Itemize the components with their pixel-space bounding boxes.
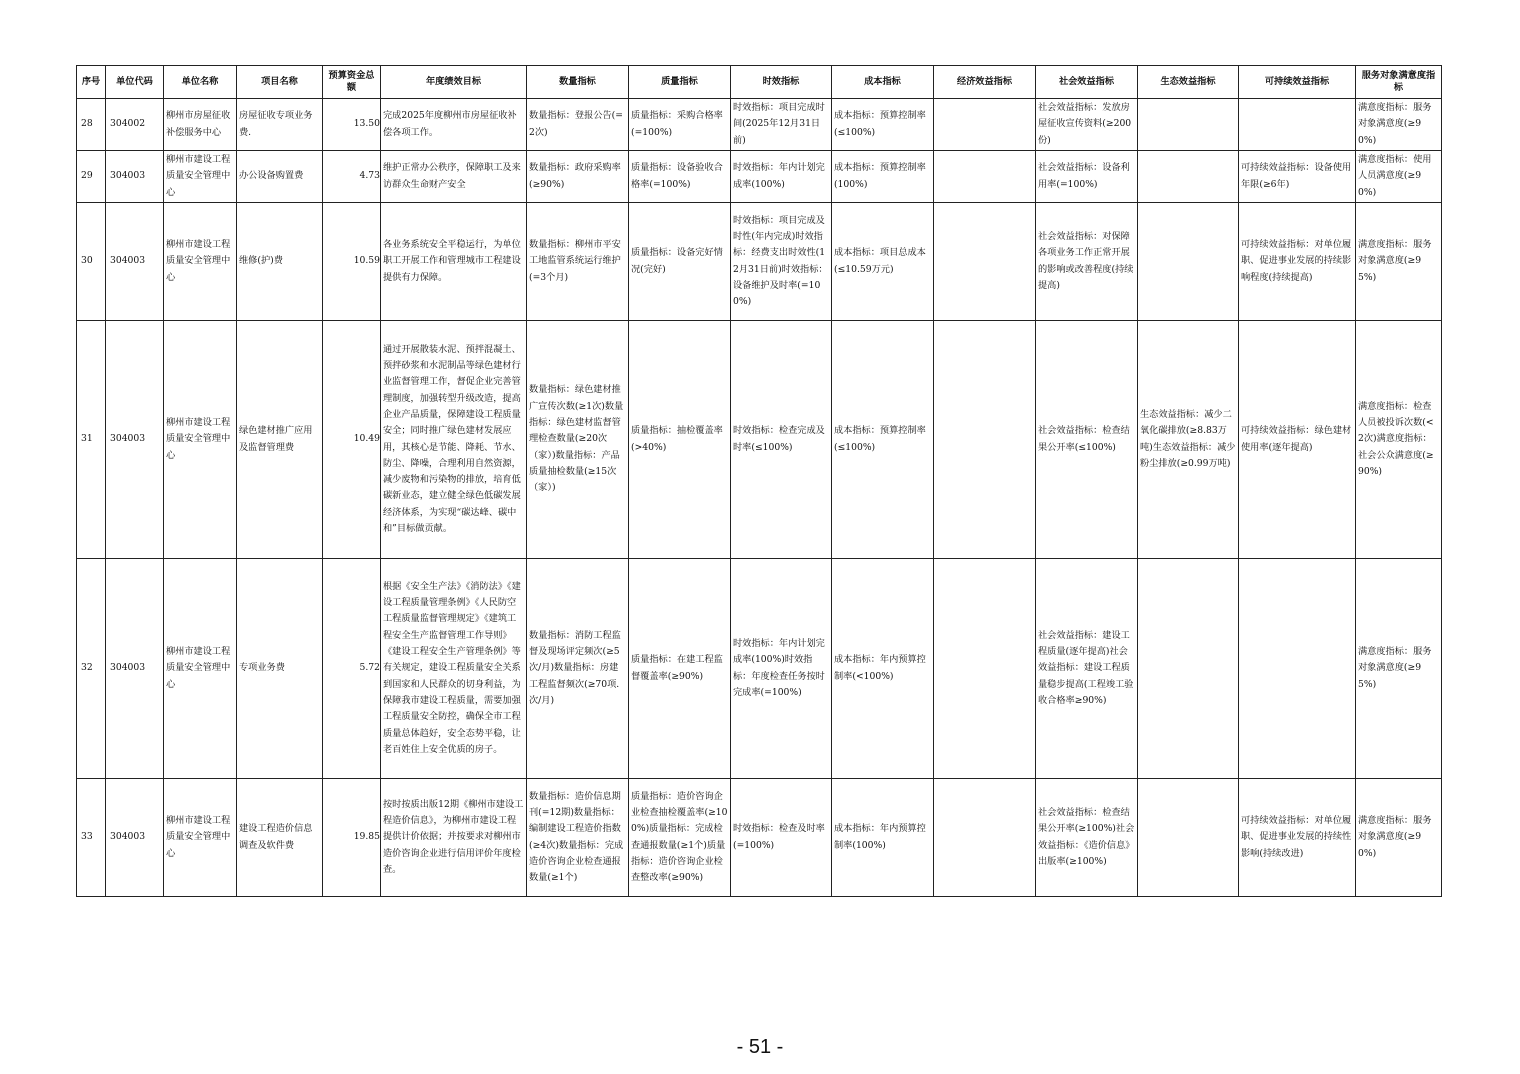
cell-goal: 通过开展散装水泥、预拌混凝土、预拌砂浆和水泥制品等绿色建材行业监督管理工作，督促企业完善管理制度，加强转型升级改造，提高企业产品质量，保障建设工程质量安全；同时推广绿色建材发展应用，其核心是节能、降耗、节水、防尘、降噪，合理利用自然资源，减少废物和污染物的排放，培育低碳新业态，建立健全绿色低碳发展经济体系，为实现“碳达峰、碳中和”目标做贡献。 [381,321,527,559]
cell-quantity: 数量指标：消防工程监督及现场评定频次(≥5次/月)数量指标：房建工程监督频次(≥70项.次/月) [527,559,629,779]
cell-unit: 柳州市建设工程质量安全管理中心 [164,203,237,321]
cell-timeliness: 时效指标：检查完成及时率(≤100%) [731,321,832,559]
cell-seq: 31 [77,321,106,559]
cell-sustainable: 可持续效益指标：设备使用年限(≥6年) [1239,151,1356,203]
cell-goal: 按时按质出版12期《柳州市建设工程造价信息》，为柳州市建设工程提供计价依据；并按要求对柳州市造价咨询企业进行信用评价年度检查。 [381,779,527,897]
cell-goal: 维护正常办公秩序，保障职工及来访群众生命财产安全 [381,151,527,203]
cell-seq: 32 [77,559,106,779]
cell-quality: 质量指标：造价咨询企业检查抽检覆盖率(≥100%)质量指标：完成检查通报数量(≥1个)质量指标：造价咨询企业检查整改率(≥90%) [629,779,731,897]
cell-ecological [1138,779,1239,897]
page-number: - 51 - [736,1036,784,1058]
cell-project: 维修(护)费 [237,203,323,321]
cell-satisfaction: 满意度指标：服务对象满意度(≥90%) [1356,779,1442,897]
cell-seq: 30 [77,203,106,321]
cell-code: 304003 [106,779,164,897]
header-timeliness: 时效指标 [731,66,832,99]
header-cost: 成本指标 [832,66,934,99]
cell-budget: 10.49 [323,321,381,559]
cell-social: 社会效益指标：发放房屋征收宣传资料(≥200份) [1036,99,1138,151]
cell-budget: 19.85 [323,779,381,897]
header-goal: 年度绩效目标 [381,66,527,99]
cell-sustainable [1239,559,1356,779]
cell-cost: 成本指标：预算控制率(100%) [832,151,934,203]
cell-satisfaction: 满意度指标：服务对象满意度(≥95%) [1356,203,1442,321]
cell-project: 房屋征收专项业务费. [237,99,323,151]
performance-table [76,65,1442,897]
cell-cost: 成本指标：项目总成本(≤10.59万元) [832,203,934,321]
header-satisfaction: 服务对象满意度指标 [1356,66,1442,99]
cell-seq: 29 [77,151,106,203]
cell-cost: 成本指标：年内预算控制率(<100%) [832,559,934,779]
cell-economic [934,779,1036,897]
cell-sustainable: 可持续效益指标：对单位履职、促进事业发展的持续性影响(持续改进) [1239,779,1356,897]
table-row [77,203,1442,321]
cell-sustainable: 可持续效益指标：对单位履职、促进事业发展的持续影响程度(持续提高) [1239,203,1356,321]
cell-timeliness: 时效指标：项目完成及时性(年内完成)时效指标：经费支出时效性(12月31日前)时效指标：设备维护及时率(=100%) [731,203,832,321]
cell-project: 办公设备购置费 [237,151,323,203]
header-quantity: 数量指标 [527,66,629,99]
table-row [77,559,1442,779]
cell-goal: 完成2025年度柳州市房屋征收补偿各项工作。 [381,99,527,151]
cell-economic [934,559,1036,779]
cell-ecological [1138,559,1239,779]
cell-satisfaction: 满意度指标：检查人员被投诉次数(<2次)满意度指标：社会公众满意度(≥90%) [1356,321,1442,559]
cell-timeliness: 时效指标：检查及时率(=100%) [731,779,832,897]
cell-budget: 10.59 [323,203,381,321]
cell-code: 304002 [106,99,164,151]
table-row [77,151,1442,203]
cell-budget: 5.72 [323,559,381,779]
cell-cost: 成本指标：预算控制率(≤100%) [832,99,934,151]
cell-seq: 28 [77,99,106,151]
cell-economic [934,203,1036,321]
cell-timeliness: 时效指标：年内计划完成率(100%)时效指标：年度检查任务按时完成率(=100%) [731,559,832,779]
cell-satisfaction: 满意度指标：服务对象满意度(≥90%) [1356,99,1442,151]
table-row [77,779,1442,897]
cell-quality: 质量指标：在建工程监督覆盖率(≥90%) [629,559,731,779]
cell-unit: 柳州市房屋征收补偿服务中心 [164,99,237,151]
cell-quantity: 数量指标：柳州市平安工地监管系统运行维护(=3个月) [527,203,629,321]
header-project: 项目名称 [237,66,323,99]
cell-economic [934,99,1036,151]
cell-unit: 柳州市建设工程质量安全管理中心 [164,321,237,559]
cell-timeliness: 时效指标：年内计划完成率(100%) [731,151,832,203]
cell-budget: 4.73 [323,151,381,203]
cell-quality: 质量指标：抽检覆盖率(>40%) [629,321,731,559]
cell-economic [934,151,1036,203]
cell-quantity: 数量指标：绿色建材推广宣传次数(≥1次)数量指标：绿色建材监督管理检查数量(≥20次（家）)数量指标：产品质量抽检数量(≥15次（家）) [527,321,629,559]
cell-sustainable [1239,99,1356,151]
table-header-row [77,66,1442,99]
cell-project: 建设工程造价信息调查及软件费 [237,779,323,897]
cell-quantity: 数量指标：登报公告(=2次) [527,99,629,151]
cell-quantity: 数量指标：造价信息期刊(=12期)数量指标：编制建设工程造价指数(≥4次)数量指标：完成造价咨询企业检查通报数量(≥1个) [527,779,629,897]
cell-social: 社会效益指标：设备利用率(=100%) [1036,151,1138,203]
cell-ecological [1138,151,1239,203]
table-row [77,321,1442,559]
cell-budget: 13.50 [323,99,381,151]
header-budget: 预算资金总额 [323,66,381,99]
header-sustainable: 可持续效益指标 [1239,66,1356,99]
cell-quality: 质量指标：设备验收合格率(=100%) [629,151,731,203]
header-ecological: 生态效益指标 [1138,66,1239,99]
cell-economic [934,321,1036,559]
cell-code: 304003 [106,559,164,779]
cell-quality: 质量指标：设备完好情况(完好) [629,203,731,321]
cell-project: 绿色建材推广应用及监督管理费 [237,321,323,559]
cell-sustainable: 可持续效益指标：绿色建材使用率(逐年提高) [1239,321,1356,559]
cell-cost: 成本指标：预算控制率(≤100%) [832,321,934,559]
header-code: 单位代码 [106,66,164,99]
cell-project: 专项业务费 [237,559,323,779]
cell-goal: 根据《安全生产法》《消防法》《建设工程质量管理条例》《人民防空工程质量监督管理规定》《建筑工程安全生产监督管理工作导则》《建设工程安全生产管理条例》等有关规定，建设工程质量安全关系到国家和人民群众的切身利益，为保障我市建设工程质量，需要加强工程质量安全防控，确保全市工程质量总体趋好，安全态势平稳，让老百姓住上安全优质的房子。 [381,559,527,779]
cell-social: 社会效益指标：对保障各项业务工作正常开展的影响或改善程度(持续提高) [1036,203,1138,321]
cell-code: 304003 [106,151,164,203]
header-social: 社会效益指标 [1036,66,1138,99]
cell-goal: 各业务系统安全平稳运行，为单位职工开展工作和管理城市工程建设提供有力保障。 [381,203,527,321]
header-quality: 质量指标 [629,66,731,99]
cell-quantity: 数量指标：政府采购率(≥90%) [527,151,629,203]
cell-code: 304003 [106,203,164,321]
cell-cost: 成本指标：年内预算控制率(100%) [832,779,934,897]
header-seq: 序号 [77,66,106,99]
cell-timeliness: 时效指标：项目完成时间(2025年12月31日前) [731,99,832,151]
cell-unit: 柳州市建设工程质量安全管理中心 [164,559,237,779]
table-row [77,99,1442,151]
cell-ecological [1138,203,1239,321]
header-unit: 单位名称 [164,66,237,99]
cell-code: 304003 [106,321,164,559]
cell-unit: 柳州市建设工程质量安全管理中心 [164,779,237,897]
cell-unit: 柳州市建设工程质量安全管理中心 [164,151,237,203]
cell-quality: 质量指标：采购合格率(=100%) [629,99,731,151]
cell-satisfaction: 满意度指标：使用人员满意度(≥90%) [1356,151,1442,203]
cell-social: 社会效益指标：检查结果公开率(≤100%) [1036,321,1138,559]
cell-satisfaction: 满意度指标：服务对象满意度(≥95%) [1356,559,1442,779]
cell-ecological [1138,99,1239,151]
cell-seq: 33 [77,779,106,897]
cell-social: 社会效益指标：检查结果公开率(≥100%)社会效益指标：《造价信息》出版率(≥100%) [1036,779,1138,897]
cell-ecological: 生态效益指标：减少二氧化碳排放(≥8.83万吨)生态效益指标：减少粉尘排放(≥0.99万吨) [1138,321,1239,559]
header-economic: 经济效益指标 [934,66,1036,99]
cell-social: 社会效益指标：建设工程质量(逐年提高)社会效益指标：建设工程质量稳步提高(工程竣工验收合格率≥90%) [1036,559,1138,779]
